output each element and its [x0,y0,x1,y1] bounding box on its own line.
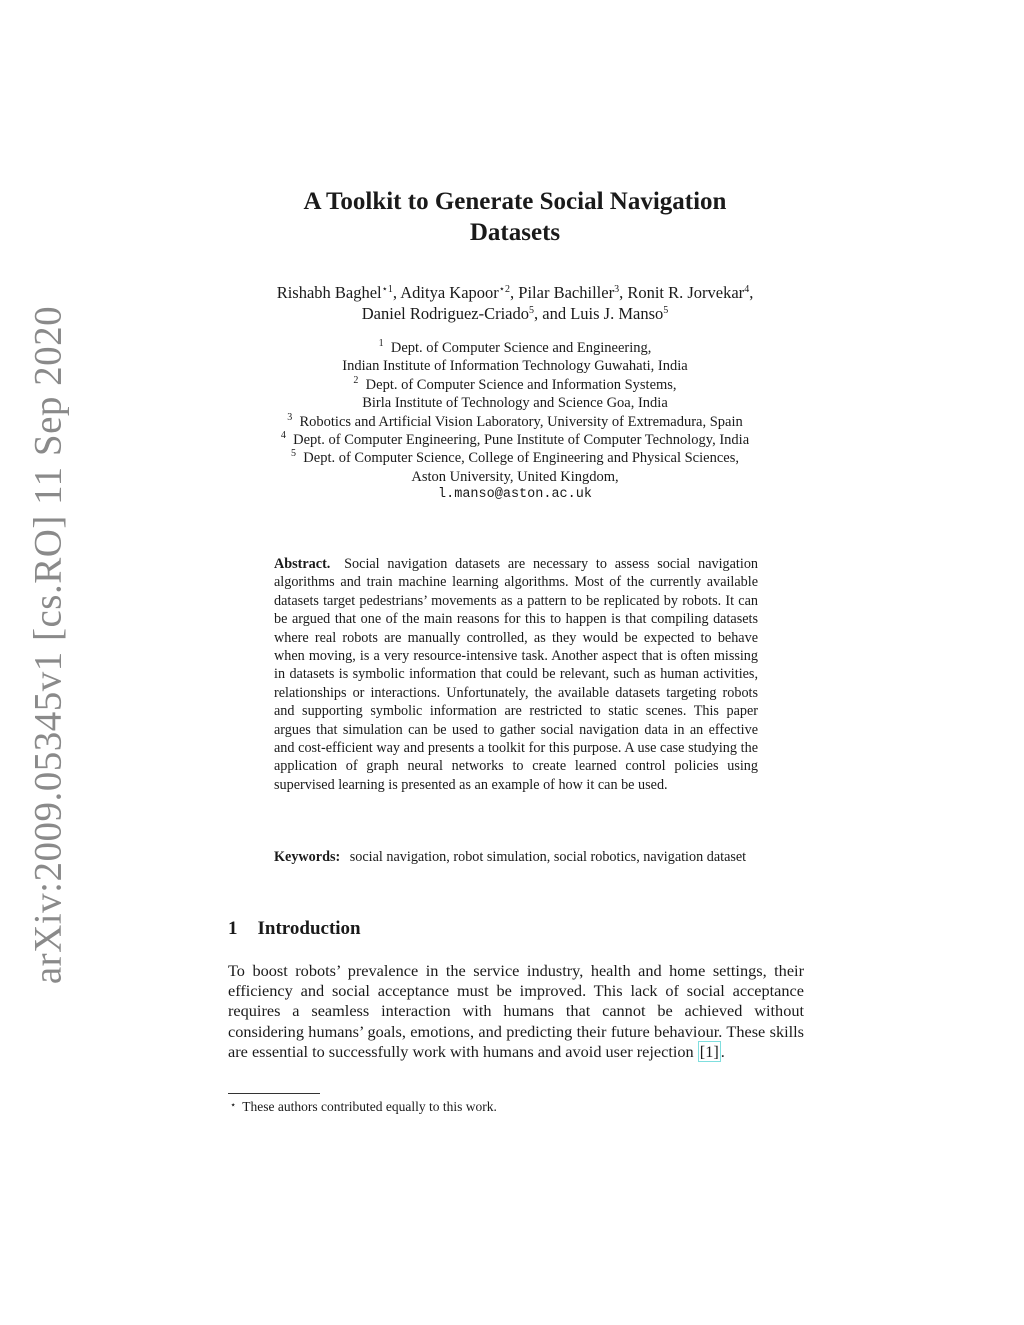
abstract-label: Abstract. [274,556,331,572]
affiliation-text: Dept. of Computer Engineering, Pune Institute of Computer Technology, India [293,432,750,449]
author-mark: 5 [663,305,669,316]
footnote-rule [228,1093,320,1094]
author-conjunction: and [542,304,571,323]
affiliation-text: Dept. of Computer Science and Engineering, [390,340,652,356]
affiliations [200,339,830,505]
affiliation-line [200,431,830,449]
author-line-2: Daniel Rodriguez-Criado$^5$, and Luis J. Manso$^5$ [361,304,669,323]
author-mark: 3 [614,284,620,295]
arxiv-identifier: arXiv:2009.05345v1 [cs.RO] 11 Sep 2020 [26,305,70,985]
footnote-mark: ⋆ [230,1100,237,1111]
title-line-2: Datasets [469,219,561,246]
abstract-text: Social navigation datasets are necessary to assess social navigation algorithms and train machine learning algorithms. Most of the currently available datasets target pedestrians’ movements as a pattern to be replicated by robots. It can be argued that one of the main reasons for this to happen is that compiling datasets where real robots are manually controlled, as they would be expected to behave when moving, is a very resource-intensive task. Another aspect that is often missing in datasets is symbolic information that could be relevant, such as human activities, relationships or interactions. Unfortunately, the available datasets targeting robots and supporting symbolic information are restricted to static scenes. This paper argues that simulation can be used to gather social navigation data in an effective and cost-efficient way and presents a toolkit for this purpose. A use case studying the application of graph neural networks to create learned control policies using supervised learning is presented as an example of how it can be used. [274,556,759,793]
title-line-1: A Toolkit to Generate Social Navigation [303,188,727,215]
affiliation-line: Indian Institute of Information Technology Guwahati, India [342,358,688,375]
contact-email[interactable]: l.manso@aston.ac.uk [438,487,592,503]
abstract [274,555,758,794]
author-mark: 5 [529,305,534,316]
affiliation-text: Dept. of Computer Science and Information Systems, [365,376,677,393]
author-list [200,282,830,324]
author-name: Daniel Rodriguez-Criado [361,304,529,323]
keywords-label: Keywords: [274,849,341,865]
affiliation-text: Robotics and Artificial Vision Laboratory, University of Extremadura, Spain [299,413,743,430]
affiliation-mark: 4 [280,430,286,442]
affiliation-mark: 3 [287,411,293,423]
citation-number: 1 [705,1041,714,1061]
author-name: Pilar Bachiller [518,283,615,302]
section-heading [228,918,361,940]
affiliation-mark: 2 [353,374,359,386]
affiliation-mark: 5 [291,448,297,460]
affiliation-line [200,449,830,467]
keywords [274,848,758,866]
footnote-text: These authors contributed equally to this work. [242,1099,497,1114]
author-mark: 4 [744,284,750,295]
section-title: Introduction [257,918,361,939]
author-line-1: Rishabh Baghel$^{⋆1}$, Aditya Kapoor$^{⋆2}$, Pilar Bachiller$^3$, Ronit R. Jorvekar$^4$, [276,283,754,302]
section-number: 1 [228,918,238,939]
intro-end: . [720,1041,725,1061]
affiliation-line [200,376,830,394]
affiliation-line [200,339,830,357]
affiliation-line [200,413,830,431]
author-name: Luis J. Manso [570,304,664,323]
affiliation-line: Aston University, United Kingdom, [411,468,619,485]
affiliation-line: Birla Institute of Technology and Science Goa, India [362,395,668,412]
affiliation-mark: 1 [378,338,384,349]
author-name: Ronit R. Jorvekar [627,283,745,302]
paper-title [230,186,800,248]
footnote [228,1097,497,1116]
citation-link[interactable]: [1] [699,1041,719,1061]
author-mark: ⋆2 [498,284,511,295]
keywords-text: social navigation, robot simulation, social robotics, navigation dataset [349,849,747,865]
affiliation-text: Dept. of Computer Science, College of Engineering and Physical Sciences, [303,450,739,467]
author-name: Rishabh Baghel [276,283,382,302]
intro-paragraph [228,961,804,1062]
author-mark: ⋆1 [381,284,393,295]
author-name: Aditya Kapoor [400,283,499,302]
intro-text: To boost robots’ prevalence in the service industry, health and home settings, their efficiency and social acceptance must be improved. This lack of social acceptance requires a seamless interaction with humans that cannot be achieved without considering humans’ goals, emotions, and predicting their future behaviour. These skills are essential to successfully work with humans and avoid user rejection [228,961,804,1061]
